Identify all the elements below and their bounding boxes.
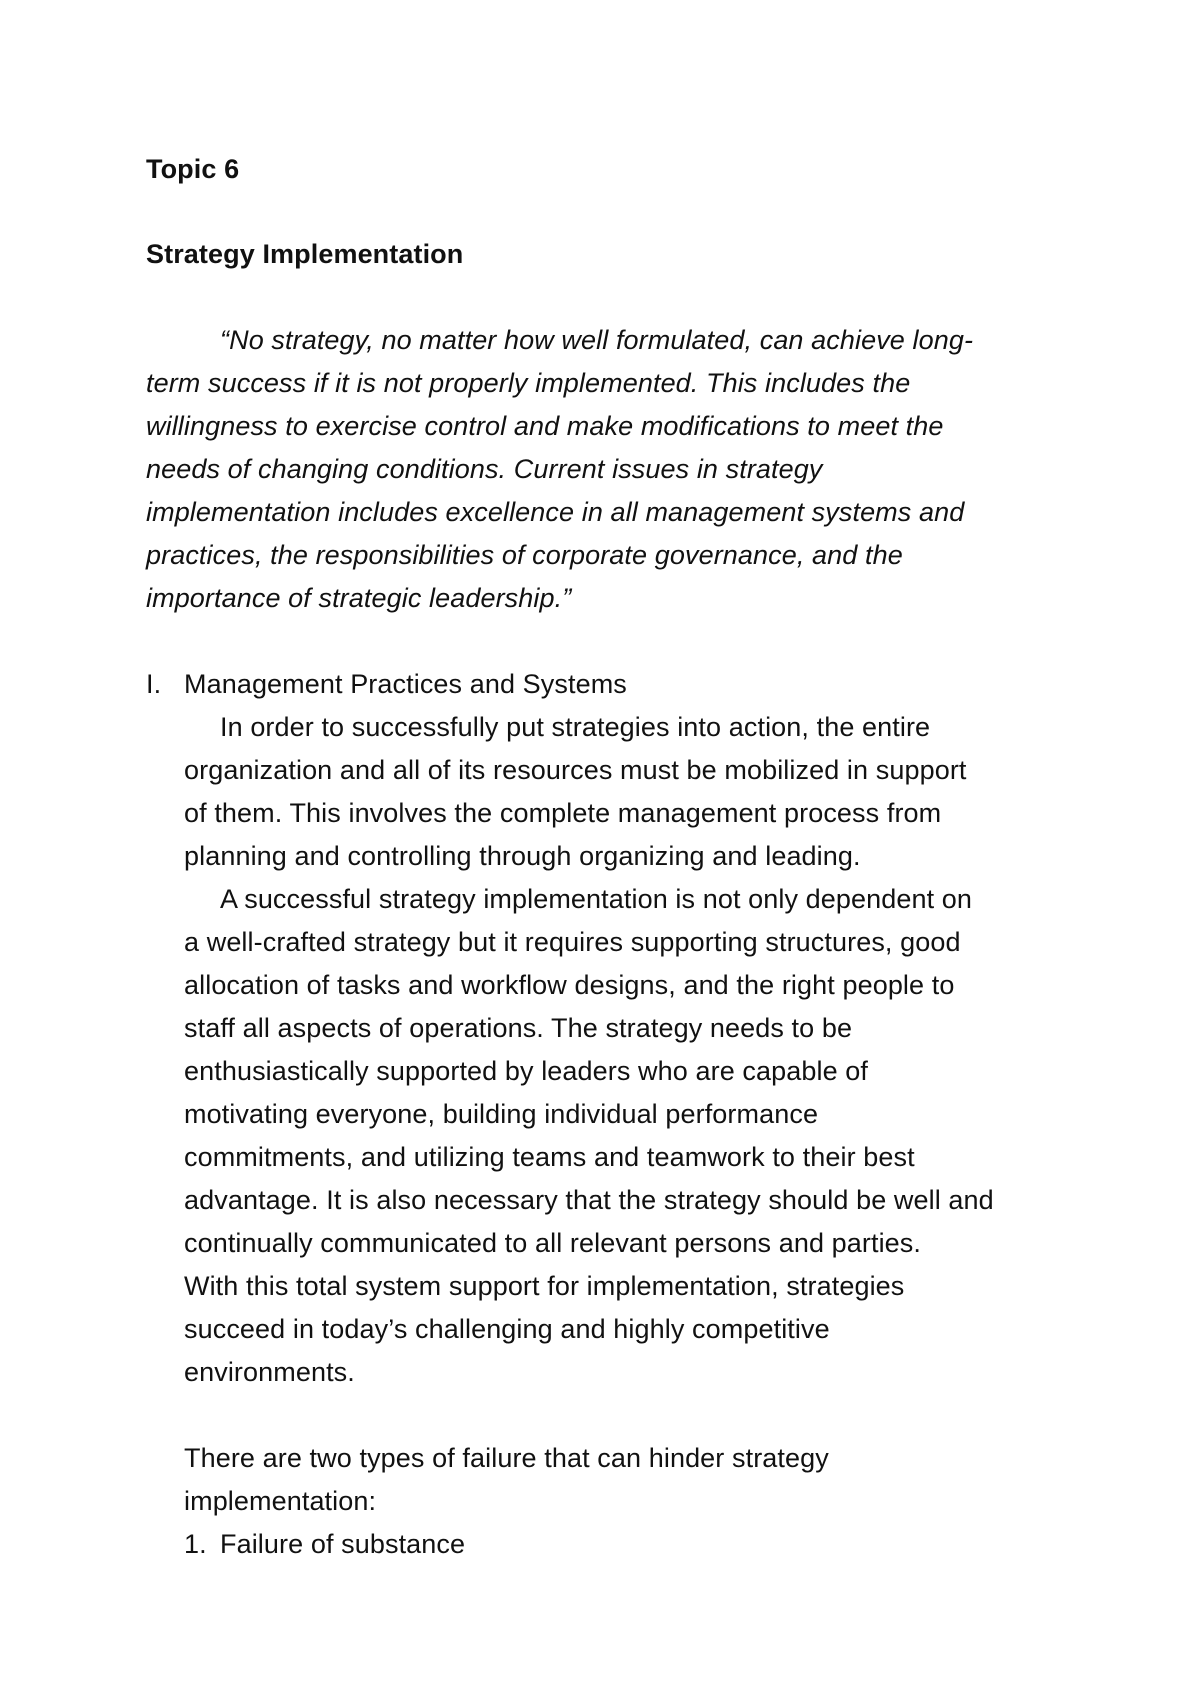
quote-line: needs of changing conditions. Current issues in strategy bbox=[146, 454, 823, 484]
quote-line: implementation includes excellence in all management systems and bbox=[146, 497, 965, 527]
quote-line: practices, the responsibilities of corporate governance, and the bbox=[146, 540, 903, 570]
quote-line: term success if it is not properly implemented. This includes the bbox=[146, 368, 911, 398]
body-line: In order to successfully put strategies into action, the entire bbox=[220, 712, 931, 742]
list-item-number: 1. bbox=[184, 1529, 207, 1559]
quote-line: “No strategy, no matter how well formulated, can achieve long- bbox=[220, 325, 974, 355]
failure-intro-line: implementation: bbox=[184, 1486, 377, 1516]
body-line: A successful strategy implementation is not only dependent on bbox=[220, 884, 973, 914]
body-line: organization and all of its resources must be mobilized in support bbox=[184, 755, 967, 785]
body-line: enthusiastically supported by leaders who are capable of bbox=[184, 1056, 869, 1086]
quote-line: willingness to exercise control and make modifications to meet the bbox=[146, 411, 944, 441]
section-marker: I. bbox=[146, 669, 162, 699]
failure-intro-line: There are two types of failure that can hinder strategy bbox=[184, 1443, 829, 1473]
section-heading: Management Practices and Systems bbox=[184, 669, 627, 699]
body-line: environments. bbox=[184, 1357, 355, 1387]
body-line: continually communicated to all relevant persons and parties. bbox=[184, 1228, 921, 1258]
body-line: planning and controlling through organizing and leading. bbox=[184, 841, 861, 871]
body-line: of them. This involves the complete management process from bbox=[184, 798, 942, 828]
body-line: advantage. It is also necessary that the strategy should be well and bbox=[184, 1185, 994, 1215]
list-item: Failure of substance bbox=[220, 1529, 466, 1559]
body-line: a well-crafted strategy but it requires supporting structures, good bbox=[184, 927, 961, 957]
page-title: Strategy Implementation bbox=[146, 239, 464, 269]
body-line: With this total system support for implementation, strategies bbox=[184, 1271, 905, 1301]
body-line: staff all aspects of operations. The strategy needs to be bbox=[184, 1013, 853, 1043]
body-line: commitments, and utilizing teams and teamwork to their best bbox=[184, 1142, 915, 1172]
body-line: succeed in today’s challenging and highly competitive bbox=[184, 1314, 830, 1344]
body-line: allocation of tasks and workflow designs, and the right people to bbox=[184, 970, 955, 1000]
quote-line: importance of strategic leadership.” bbox=[146, 583, 572, 613]
body-line: motivating everyone, building individual performance bbox=[184, 1099, 819, 1129]
topic-label: Topic 6 bbox=[146, 154, 240, 184]
